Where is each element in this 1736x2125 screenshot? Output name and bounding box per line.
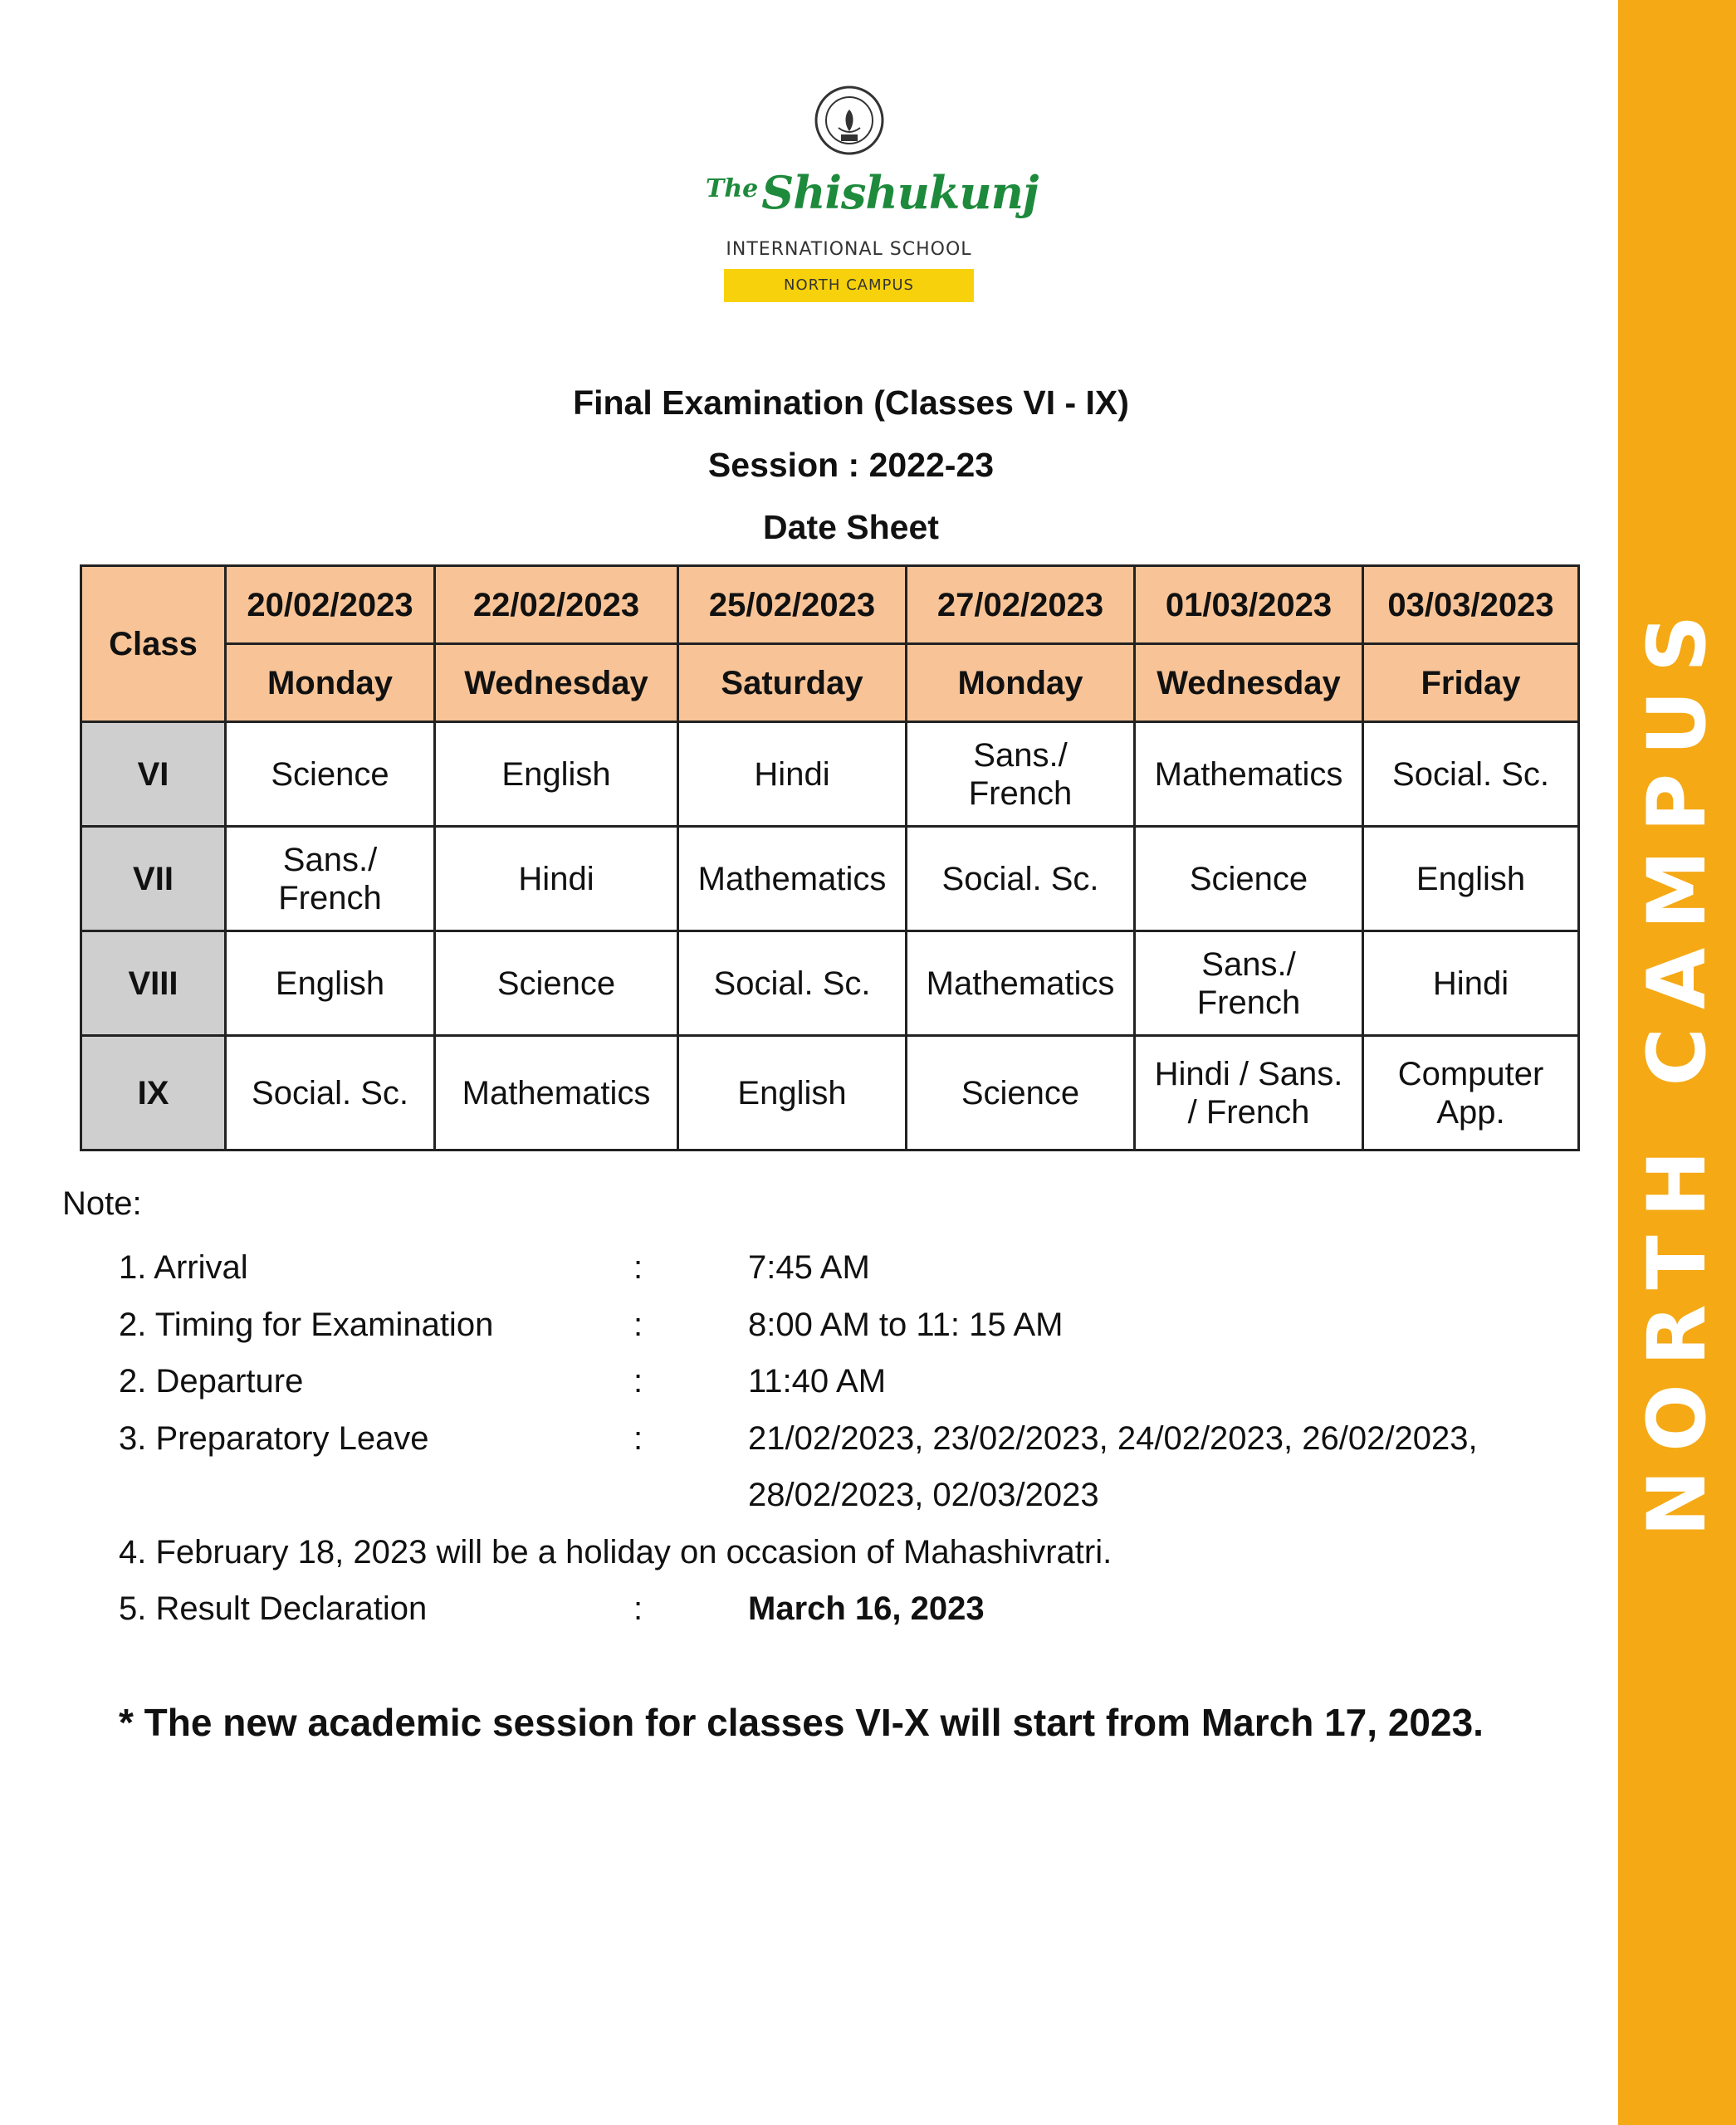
table-row <box>81 722 1579 827</box>
day-cell: Monday <box>907 644 1135 722</box>
day-cell: Wednesday <box>1135 644 1363 722</box>
date-cell: 25/02/2023 <box>678 566 907 644</box>
date-cell: 01/03/2023 <box>1135 566 1363 644</box>
school-emblem-icon <box>814 85 885 156</box>
subject-cell: Sans./ French <box>226 827 435 931</box>
side-band <box>1618 0 1736 2125</box>
school-logo <box>706 66 1039 320</box>
day-row <box>81 644 1579 722</box>
subject-cell: Mathematics <box>678 827 907 931</box>
campus-strip: NORTH CAMPUS <box>724 269 974 302</box>
class-cell: IX <box>81 1036 226 1150</box>
subject-cell: Social. Sc. <box>907 827 1135 931</box>
note-value: 11:40 AM <box>748 1363 887 1400</box>
note-label: 3. Preparatory Leave <box>119 1420 429 1457</box>
note-value: 8:00 AM to 11: 15 AM <box>748 1307 1064 1343</box>
subject-cell: Mathematics <box>907 931 1135 1036</box>
wordmark-the: The <box>706 174 759 203</box>
date-cell: 03/03/2023 <box>1363 566 1579 644</box>
exam-title: Final Examination (Classes VI - IX) <box>573 383 1129 422</box>
table-row <box>81 931 1579 1036</box>
subject-cell: Mathematics <box>1135 722 1363 827</box>
subject-cell: English <box>678 1036 907 1150</box>
date-cell: 20/02/2023 <box>226 566 435 644</box>
date-row <box>81 566 1579 644</box>
subject-cell: Social. Sc. <box>226 1036 435 1150</box>
note-colon: : <box>633 1363 643 1400</box>
date-sheet-table <box>80 564 1580 1151</box>
school-wordmark <box>706 166 1039 219</box>
table-row <box>81 827 1579 931</box>
class-cell: VIII <box>81 931 226 1036</box>
day-cell: Monday <box>226 644 435 722</box>
document-headings <box>0 372 1702 559</box>
subject-cell: English <box>226 931 435 1036</box>
note-label: 2. Departure <box>119 1363 304 1400</box>
wordmark-name: Shishukunj <box>761 166 1039 219</box>
note-label: 5. Result Declaration <box>119 1590 428 1627</box>
note-label: 2. Timing for Examination <box>119 1307 494 1343</box>
subject-cell: Sans./ French <box>1135 931 1363 1036</box>
subject-cell: Social. Sc. <box>678 931 907 1036</box>
notes-title: Note: <box>62 1185 142 1222</box>
subject-cell: Science <box>1135 827 1363 931</box>
school-subtitle: INTERNATIONAL SCHOOL <box>726 239 972 260</box>
day-cell: Friday <box>1363 644 1579 722</box>
date-cell: 27/02/2023 <box>907 566 1135 644</box>
table-header <box>81 566 1579 722</box>
note-label: 4. February 18, 2023 will be a holiday on occasion of Mahashivratri. <box>119 1534 1113 1571</box>
note-value: 21/02/2023, 23/02/2023, 24/02/2023, 26/02/2023, <box>748 1420 1478 1457</box>
class-cell: VI <box>81 722 226 827</box>
date-cell: 22/02/2023 <box>435 566 678 644</box>
note-value: March 16, 2023 <box>748 1590 985 1627</box>
subject-cell: Science <box>226 722 435 827</box>
note-colon: : <box>633 1590 643 1627</box>
class-header: Class <box>81 566 226 722</box>
note-colon: : <box>633 1420 643 1457</box>
note-colon: : <box>633 1249 643 1286</box>
subject-cell: Sans./ French <box>907 722 1135 827</box>
subject-cell: Science <box>435 931 678 1036</box>
day-cell: Wednesday <box>435 644 678 722</box>
subject-cell: Hindi <box>678 722 907 827</box>
subject-cell: English <box>435 722 678 827</box>
subject-cell: Computer App. <box>1363 1036 1579 1150</box>
day-cell: Saturday <box>678 644 907 722</box>
subject-cell: Hindi <box>435 827 678 931</box>
session-label: Session : 2022-23 <box>707 446 995 484</box>
subject-cell: Hindi <box>1363 931 1579 1036</box>
note-colon: : <box>633 1307 643 1343</box>
table-body <box>81 722 1579 1150</box>
side-band-text: NORTH CAMPUS <box>1631 596 1724 1537</box>
subject-cell: Hindi / Sans. / French <box>1135 1036 1363 1150</box>
subject-cell: Mathematics <box>435 1036 678 1150</box>
note-value: 28/02/2023, 02/03/2023 <box>748 1477 1099 1513</box>
note-label: 1. Arrival <box>119 1249 248 1286</box>
class-cell: VII <box>81 827 226 931</box>
note-value: 7:45 AM <box>748 1249 870 1286</box>
subject-cell: English <box>1363 827 1579 931</box>
session-start-notice: * The new academic session for classes VI-X will start from March 17, 2023. <box>119 1701 1484 1744</box>
subject-cell: Science <box>907 1036 1135 1150</box>
date-sheet-label: Date Sheet <box>763 508 939 546</box>
subject-cell: Social. Sc. <box>1363 722 1579 827</box>
table-row <box>81 1036 1579 1150</box>
